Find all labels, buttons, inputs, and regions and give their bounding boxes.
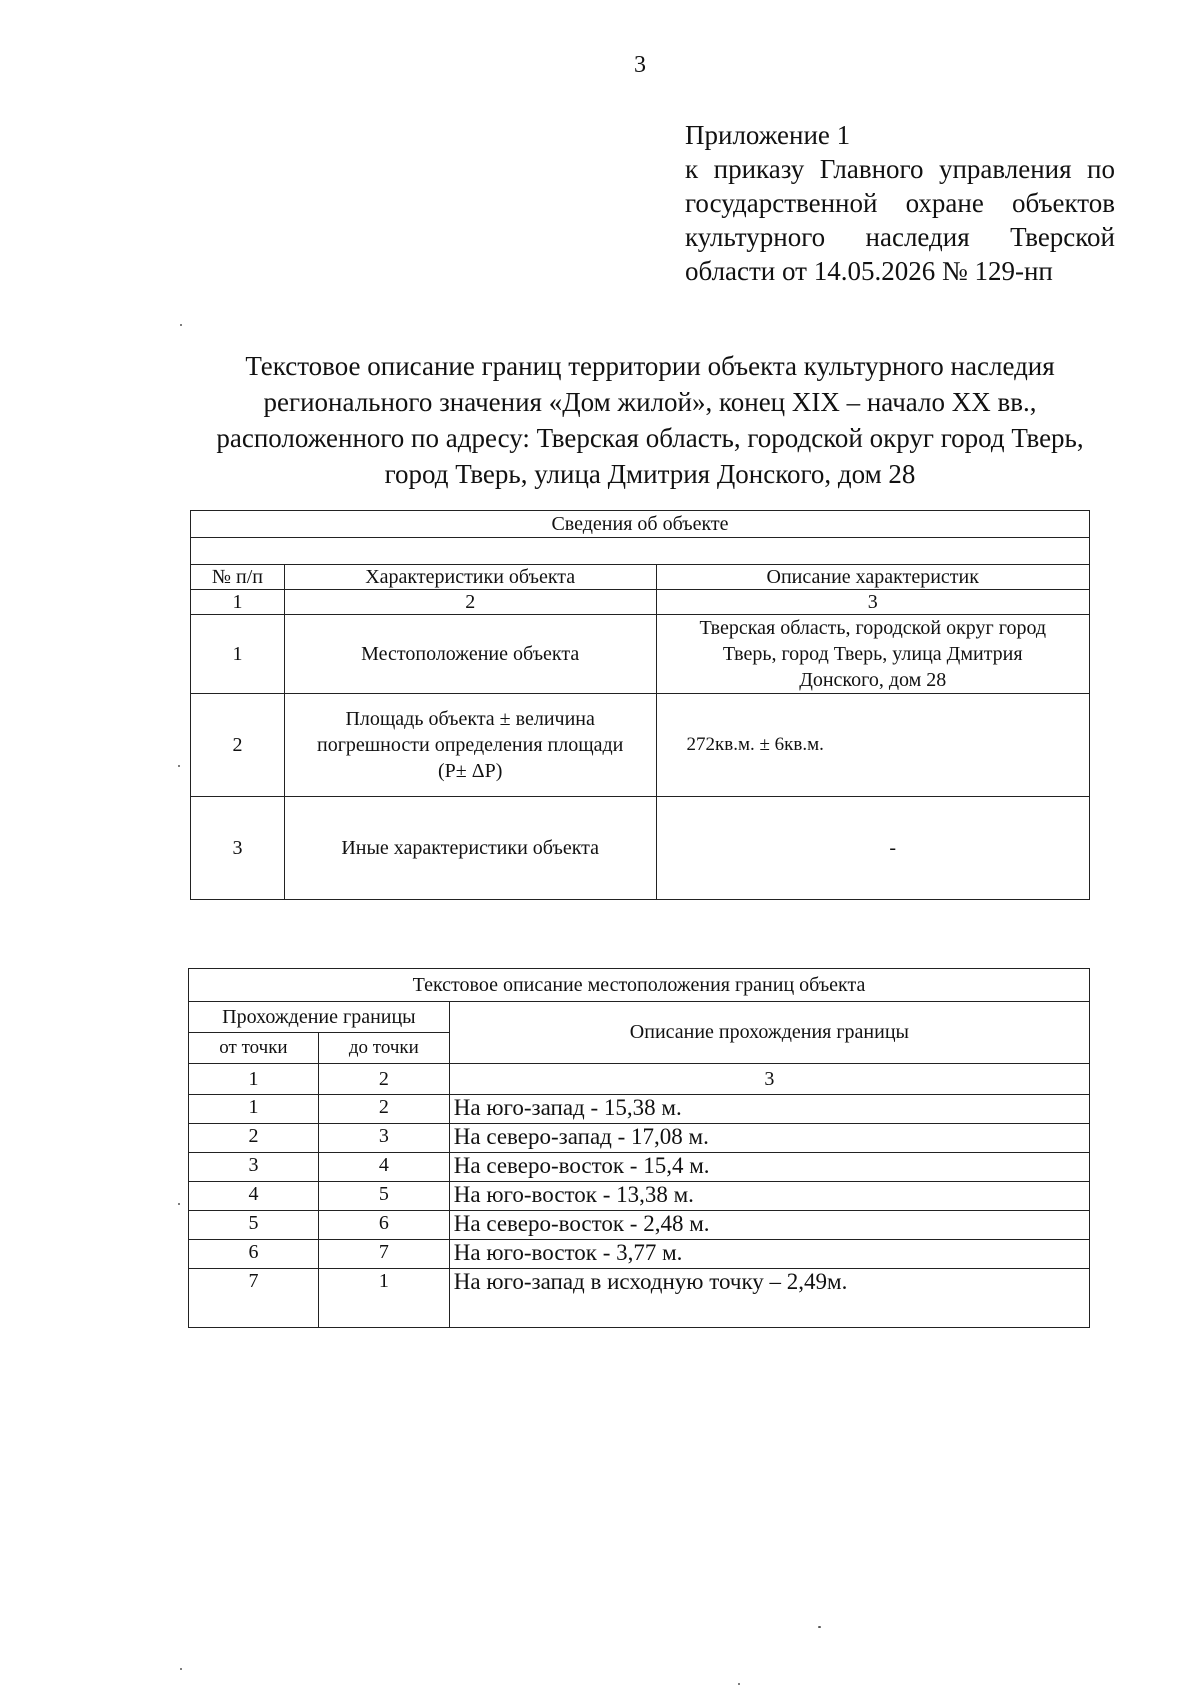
from-point: 3: [189, 1153, 319, 1182]
cell-line: Площадь объекта ± величина: [345, 708, 595, 730]
scan-speck: [180, 324, 182, 326]
scan-speck: [180, 1668, 182, 1670]
to-point: 6: [318, 1211, 449, 1240]
table-row: [191, 615, 1090, 694]
info-table-caption: Сведения об объекте: [191, 511, 1090, 538]
table-row: [189, 1182, 1090, 1211]
to-point: 5: [318, 1182, 449, 1211]
table-row: [189, 1269, 1090, 1328]
boundary-description: На северо-восток - 15,4 м.: [449, 1153, 1089, 1182]
column-number: 1: [189, 1064, 319, 1095]
from-point-header: от точки: [189, 1033, 319, 1064]
from-point: 2: [189, 1124, 319, 1153]
column-number: 3: [449, 1064, 1089, 1095]
appendix-line: Приложение 1: [685, 120, 851, 150]
cell-line: Иные характеристики объекта: [341, 836, 600, 859]
table-row: [189, 1124, 1090, 1153]
scan-speck: [818, 1626, 821, 1628]
page-number: 3: [634, 52, 646, 78]
cell-line: погрешности определения площади: [316, 734, 624, 756]
boundary-description: На северо-восток - 2,48 м.: [449, 1211, 1089, 1240]
cell-line: Тверь, город Тверь, улица Дмитрия: [722, 643, 1023, 665]
title-line: Текстовое описание границ территории объекта культурного наследия: [245, 351, 1055, 381]
row-number: 1: [191, 615, 285, 694]
row-characteristic: [284, 615, 656, 694]
row-characteristic: [284, 694, 656, 797]
table-row: [189, 1211, 1090, 1240]
boundary-description: На юго-восток - 13,38 м.: [449, 1182, 1089, 1211]
column-number: 2: [284, 590, 656, 615]
table-row: [189, 1153, 1090, 1182]
info-table-empty-row: [191, 538, 1090, 565]
from-point: 6: [189, 1240, 319, 1269]
header-characteristic: Характеристики объекта: [284, 565, 656, 590]
row-characteristic: [284, 797, 656, 900]
description-header: Описание прохождения границы: [449, 1002, 1089, 1064]
table-row: [191, 797, 1090, 900]
row-number: 3: [191, 797, 285, 900]
cell-line: Местоположение объекта: [361, 643, 580, 665]
from-point: 7: [189, 1269, 319, 1328]
to-point-header: до точки: [318, 1033, 449, 1064]
header-description: Описание характеристик: [656, 565, 1090, 590]
cell-line: 272кв.м. ± 6кв.м.: [686, 734, 824, 755]
to-point: 2: [318, 1095, 449, 1124]
boundary-description: На юго-запад - 15,38 м.: [449, 1095, 1089, 1124]
row-description: [656, 694, 1090, 797]
column-number: 2: [318, 1064, 449, 1095]
cell-line: -: [889, 836, 897, 859]
column-number: 3: [656, 590, 1090, 615]
to-point: 4: [318, 1153, 449, 1182]
cell-line: Донского, дом 28: [799, 669, 947, 691]
object-info-table: [190, 510, 1090, 900]
document-title: [150, 348, 1150, 492]
header-number: № п/п: [191, 565, 285, 590]
boundary-description: На северо-запад - 17,08 м.: [449, 1124, 1089, 1153]
to-point: 3: [318, 1124, 449, 1153]
appendix-line: к приказу Главного управления по: [685, 154, 1115, 184]
cell-line: (Р± ΔР): [437, 760, 503, 782]
table-row: [191, 694, 1090, 797]
boundary-description: На юго-восток - 3,77 м.: [449, 1240, 1089, 1269]
row-number: 2: [191, 694, 285, 797]
scan-speck: [178, 1203, 180, 1205]
from-point: 4: [189, 1182, 319, 1211]
table-row: [189, 1095, 1090, 1124]
table-row: [189, 1240, 1090, 1269]
title-line: город Тверь, улица Дмитрия Донского, дом 28: [384, 459, 916, 489]
appendix-header: [685, 118, 1115, 288]
row-description: [656, 615, 1090, 694]
scan-speck: [738, 1683, 740, 1685]
boundary-description: На юго-запад в исходную точку – 2,49м.: [449, 1269, 1089, 1328]
from-point: 5: [189, 1211, 319, 1240]
boundary-description-table: [188, 968, 1090, 1328]
scan-speck: [178, 765, 180, 767]
column-number: 1: [191, 590, 285, 615]
cell-line: Тверская область, городской округ город: [699, 617, 1047, 639]
title-line: регионального значения «Дом жилой», конец XIX – начало XX вв.,: [263, 387, 1037, 417]
appendix-line: государственной охране объектов: [685, 188, 1115, 218]
appendix-line: области от 14.05.2026 № 129-нп: [685, 256, 1053, 286]
row-description: [656, 797, 1090, 900]
boundary-table-caption: Текстовое описание местоположения границ объекта: [189, 969, 1090, 1002]
appendix-line: культурного наследия Тверской: [685, 222, 1115, 252]
from-point: 1: [189, 1095, 319, 1124]
passage-header: Прохождение границы: [189, 1002, 450, 1033]
to-point: 1: [318, 1269, 449, 1328]
title-line: расположенного по адресу: Тверская область, городской округ город Тверь,: [216, 423, 1084, 453]
to-point: 7: [318, 1240, 449, 1269]
